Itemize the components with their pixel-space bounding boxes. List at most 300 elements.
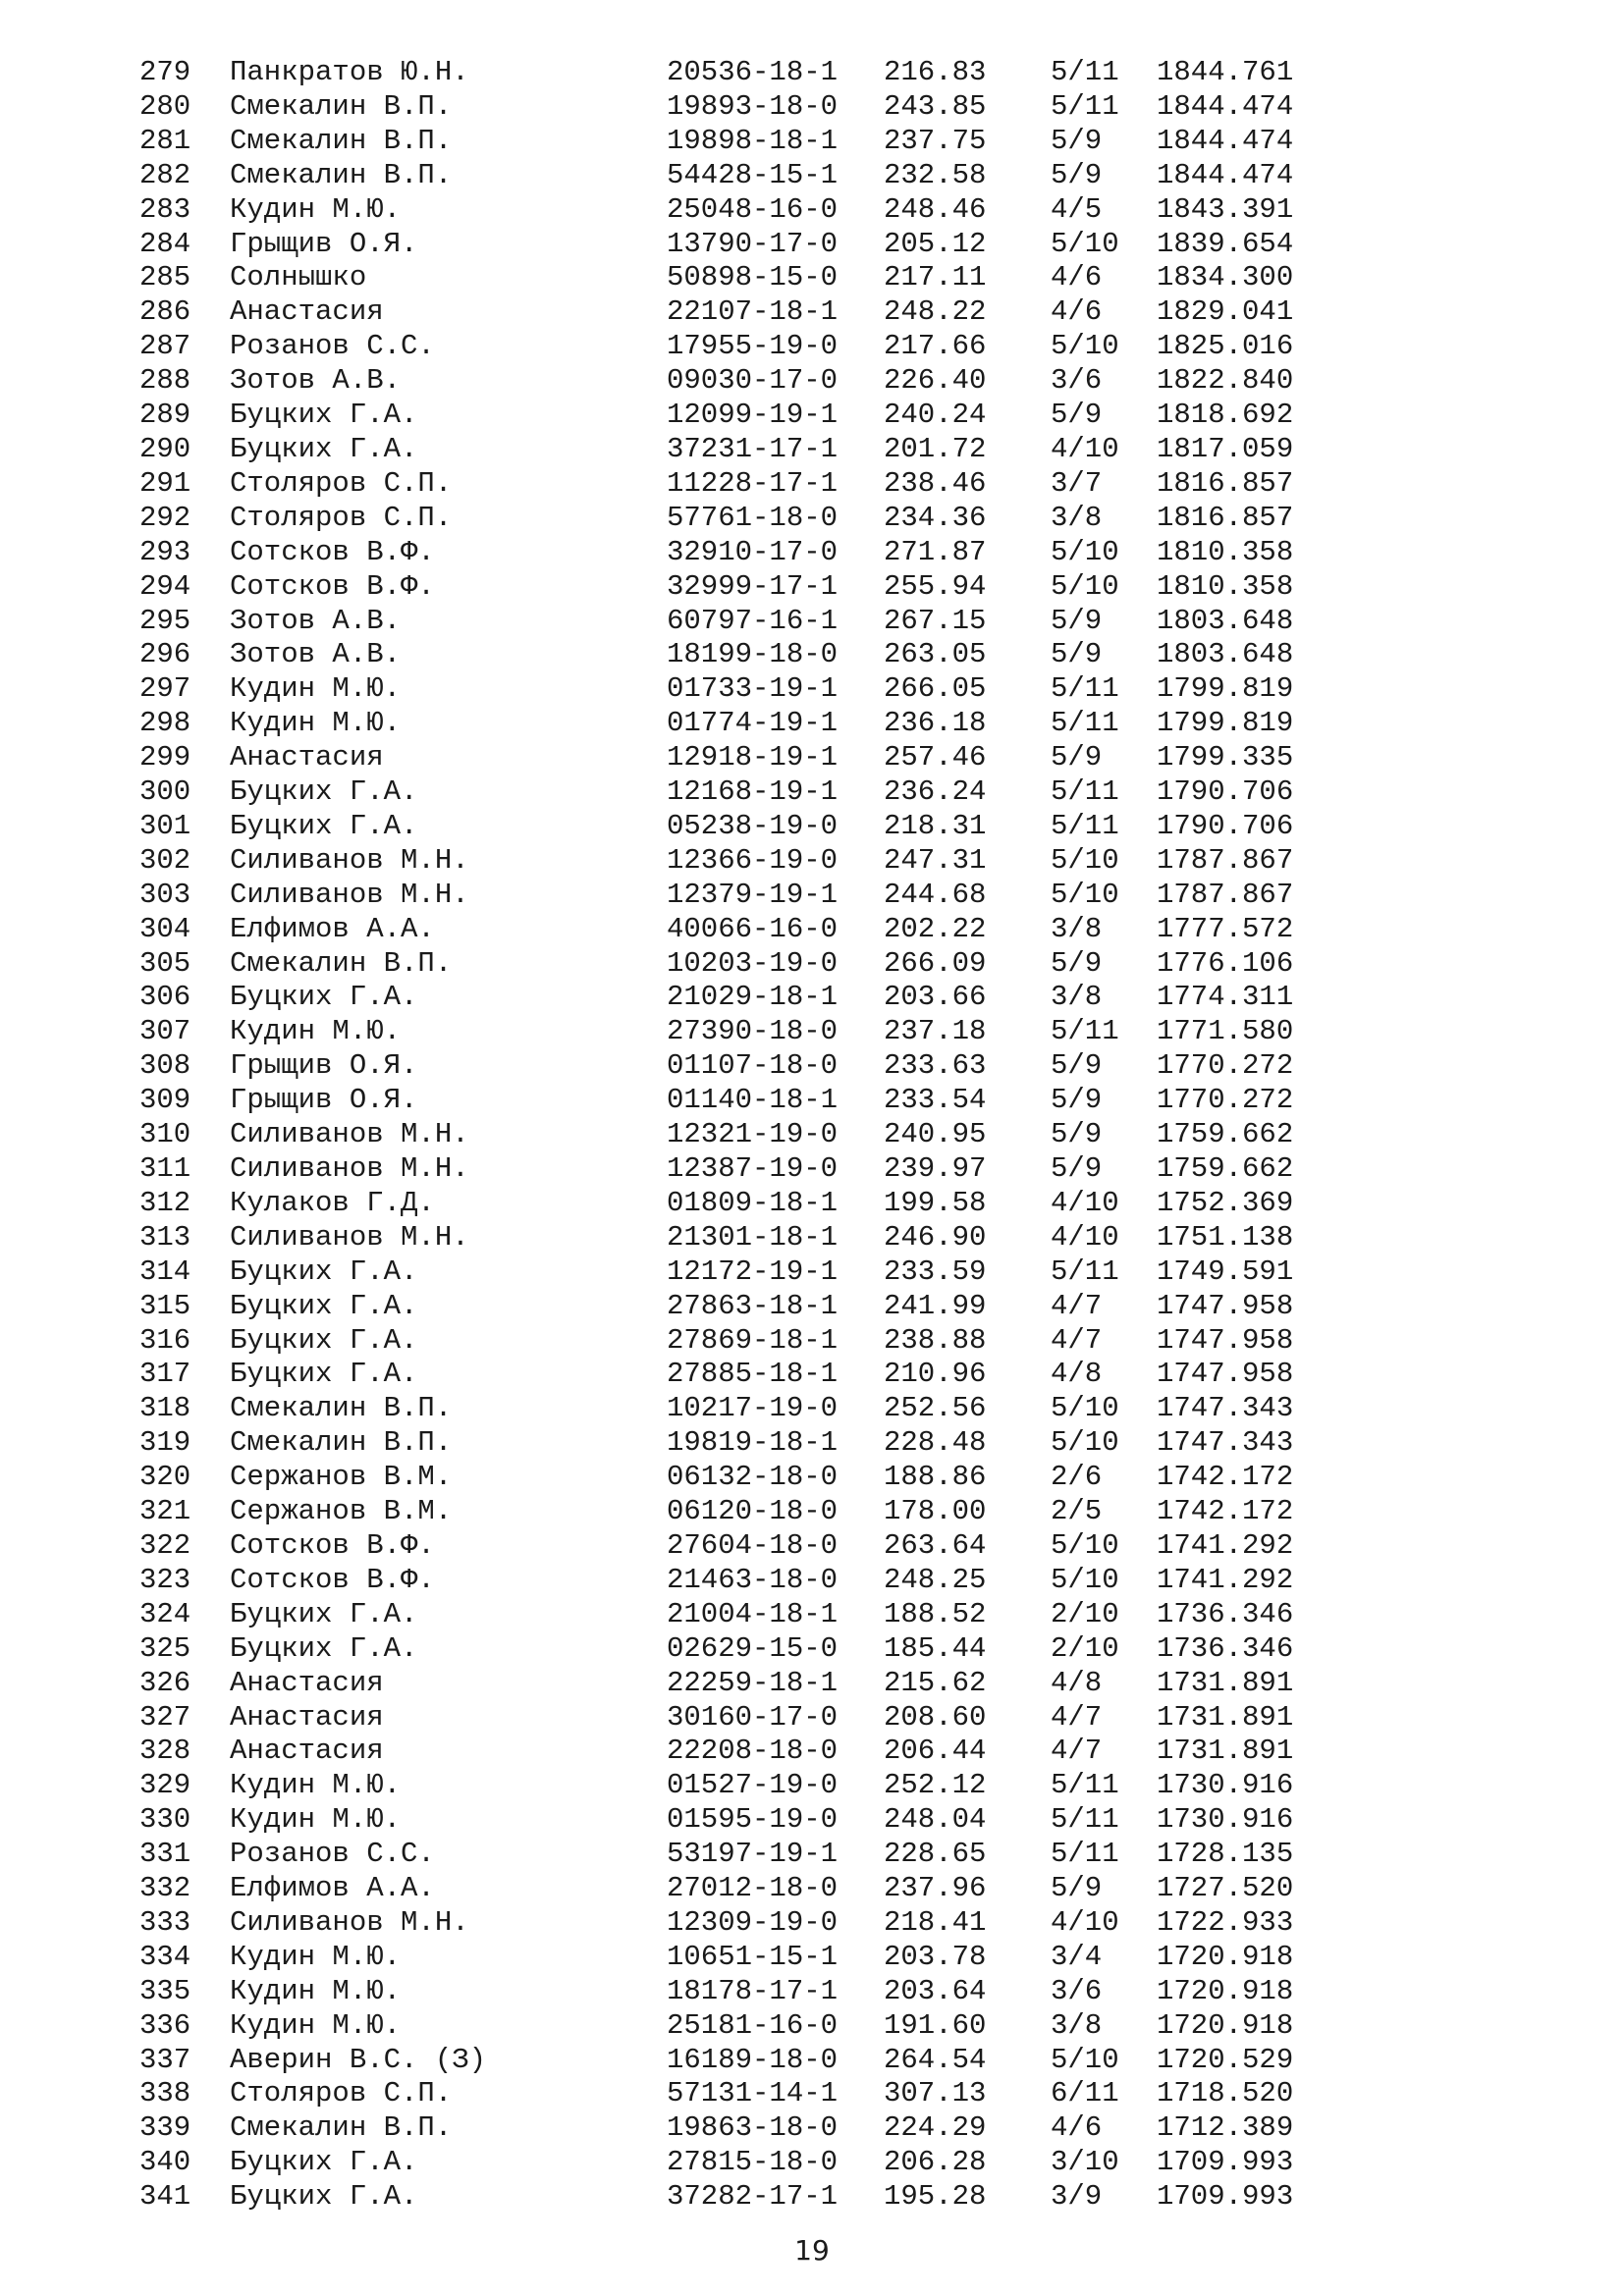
table-row — [139, 1152, 1314, 1187]
ratio-cell: 5/11 — [1051, 809, 1119, 842]
ratio-cell: 3/4 — [1051, 1940, 1103, 1973]
score-cell: 1799.819 — [1157, 707, 1294, 740]
record-code-cell: 32910-17-0 — [667, 535, 839, 568]
ratio-cell: 5/11 — [1051, 1769, 1119, 1802]
ratio-cell: 4/6 — [1051, 295, 1103, 329]
record-code-cell: 60797-16-1 — [667, 604, 839, 637]
score-cell: 1829.041 — [1157, 295, 1294, 329]
score-cell: 1770.272 — [1157, 1049, 1294, 1083]
results-table — [139, 56, 1314, 2215]
score-cell: 1741.292 — [1157, 1563, 1294, 1596]
score-cell: 1816.857 — [1157, 466, 1294, 500]
score-cell: 1712.389 — [1157, 2111, 1294, 2145]
owner-name-cell: Кудин М.Ю. — [230, 1974, 402, 2007]
row-number-cell: 340 — [139, 2146, 191, 2179]
owner-name-cell: Сержанов В.М. — [230, 1495, 453, 1528]
record-code-cell: 05238-19-0 — [667, 809, 839, 842]
owner-name-cell: Сотсков В.Ф. — [230, 1528, 435, 1562]
row-number-cell: 320 — [139, 1461, 191, 1494]
record-code-cell: 27869-18-1 — [667, 1323, 839, 1357]
row-number-cell: 287 — [139, 330, 191, 363]
table-row — [139, 2111, 1314, 2146]
table-row — [139, 913, 1314, 947]
value-cell: 206.44 — [884, 1735, 987, 1768]
score-cell: 1803.648 — [1157, 604, 1294, 637]
record-code-cell: 13790-17-0 — [667, 227, 839, 260]
record-code-cell: 10203-19-0 — [667, 946, 839, 980]
score-cell: 1720.918 — [1157, 2008, 1294, 2042]
record-code-cell: 22107-18-1 — [667, 295, 839, 329]
row-number-cell: 328 — [139, 1735, 191, 1768]
owner-name-cell: Буцких Г.А. — [230, 809, 418, 842]
value-cell: 232.58 — [884, 158, 987, 191]
ratio-cell: 5/9 — [1051, 124, 1103, 157]
ratio-cell: 4/10 — [1051, 432, 1119, 465]
ratio-cell: 5/11 — [1051, 89, 1119, 123]
row-number-cell: 280 — [139, 89, 191, 123]
row-number-cell: 316 — [139, 1323, 191, 1357]
owner-name-cell: Смекалин В.П. — [230, 124, 453, 157]
owner-name-cell: Кудин М.Ю. — [230, 707, 402, 740]
score-cell: 1747.343 — [1157, 1392, 1294, 1425]
record-code-cell: 19863-18-0 — [667, 2111, 839, 2145]
ratio-cell: 5/9 — [1051, 604, 1103, 637]
owner-name-cell: Панкратов Ю.Н. — [230, 56, 469, 88]
score-cell: 1731.891 — [1157, 1735, 1294, 1768]
owner-name-cell: Зотов А.В. — [230, 364, 402, 398]
score-cell: 1787.867 — [1157, 878, 1294, 911]
table-row — [139, 1392, 1314, 1426]
record-code-cell: 02629-15-0 — [667, 1631, 839, 1665]
table-row — [139, 536, 1314, 570]
owner-name-cell: Силиванов М.Н. — [230, 843, 469, 877]
record-code-cell: 12321-19-0 — [667, 1118, 839, 1151]
table-row — [139, 1084, 1314, 1118]
row-number-cell: 339 — [139, 2111, 191, 2145]
table-row — [139, 502, 1314, 536]
row-number-cell: 326 — [139, 1666, 191, 1699]
score-cell: 1810.358 — [1157, 569, 1294, 603]
table-row — [139, 1290, 1314, 1324]
score-cell: 1771.580 — [1157, 1015, 1294, 1048]
table-row — [139, 261, 1314, 295]
row-number-cell: 283 — [139, 192, 191, 226]
value-cell: 203.64 — [884, 1974, 987, 2007]
owner-name-cell: Грыщив О.Я. — [230, 1084, 418, 1117]
table-row — [139, 193, 1314, 228]
record-code-cell: 22259-18-1 — [667, 1666, 839, 1699]
value-cell: 218.41 — [884, 1905, 987, 1939]
owner-name-cell: Грыщив О.Я. — [230, 1049, 418, 1083]
table-row — [139, 364, 1314, 399]
value-cell: 208.60 — [884, 1700, 987, 1734]
record-code-cell: 54428-15-1 — [667, 158, 839, 191]
row-number-cell: 309 — [139, 1084, 191, 1117]
value-cell: 216.83 — [884, 56, 987, 88]
ratio-cell: 5/10 — [1051, 1528, 1119, 1562]
record-code-cell: 27012-18-0 — [667, 1872, 839, 1905]
row-number-cell: 310 — [139, 1118, 191, 1151]
row-number-cell: 296 — [139, 638, 191, 671]
table-row — [139, 1838, 1314, 1872]
row-number-cell: 290 — [139, 432, 191, 465]
ratio-cell: 5/11 — [1051, 1015, 1119, 1048]
row-number-cell: 313 — [139, 1220, 191, 1254]
record-code-cell: 19898-18-1 — [667, 124, 839, 157]
owner-name-cell: Силиванов М.Н. — [230, 1905, 469, 1939]
table-row — [139, 1324, 1314, 1359]
row-number-cell: 334 — [139, 1940, 191, 1973]
owner-name-cell: Елфимов А.А. — [230, 1872, 435, 1905]
value-cell: 248.22 — [884, 295, 987, 329]
owner-name-cell: Анастасия — [230, 1700, 384, 1734]
table-row — [139, 433, 1314, 467]
score-cell: 1709.993 — [1157, 2180, 1294, 2214]
ratio-cell: 5/10 — [1051, 878, 1119, 911]
row-number-cell: 332 — [139, 1872, 191, 1905]
owner-name-cell: Силиванов М.Н. — [230, 878, 469, 911]
record-code-cell: 01595-19-0 — [667, 1803, 839, 1837]
results-table-body — [139, 56, 1314, 2215]
table-row — [139, 981, 1314, 1015]
value-cell: 226.40 — [884, 364, 987, 398]
row-number-cell: 308 — [139, 1049, 191, 1083]
ratio-cell: 5/10 — [1051, 1392, 1119, 1425]
row-number-cell: 293 — [139, 535, 191, 568]
score-cell: 1843.391 — [1157, 192, 1294, 226]
ratio-cell: 4/7 — [1051, 1735, 1103, 1768]
score-cell: 1774.311 — [1157, 981, 1294, 1014]
record-code-cell: 30160-17-0 — [667, 1700, 839, 1734]
value-cell: 234.36 — [884, 501, 987, 534]
table-row — [139, 1803, 1314, 1838]
record-code-cell: 32999-17-1 — [667, 569, 839, 603]
row-number-cell: 323 — [139, 1563, 191, 1596]
table-row — [139, 1426, 1314, 1461]
table-row — [139, 1358, 1314, 1392]
score-cell: 1759.662 — [1157, 1118, 1294, 1151]
table-row — [139, 707, 1314, 741]
value-cell: 228.48 — [884, 1426, 987, 1460]
ratio-cell: 4/10 — [1051, 1905, 1119, 1939]
ratio-cell: 3/8 — [1051, 2008, 1103, 2042]
value-cell: 217.11 — [884, 261, 987, 294]
score-cell: 1751.138 — [1157, 1220, 1294, 1254]
row-number-cell: 288 — [139, 364, 191, 398]
ratio-cell: 3/6 — [1051, 1974, 1103, 2007]
owner-name-cell: Сержанов В.М. — [230, 1461, 453, 1494]
owner-name-cell: Смекалин В.П. — [230, 1392, 453, 1425]
ratio-cell: 5/11 — [1051, 707, 1119, 740]
table-row — [139, 2009, 1314, 2044]
value-cell: 236.24 — [884, 775, 987, 809]
value-cell: 238.88 — [884, 1323, 987, 1357]
record-code-cell: 09030-17-0 — [667, 364, 839, 398]
owner-name-cell: Столяров С.П. — [230, 466, 453, 500]
row-number-cell: 337 — [139, 2043, 191, 2076]
row-number-cell: 301 — [139, 809, 191, 842]
value-cell: 217.66 — [884, 330, 987, 363]
row-number-cell: 299 — [139, 741, 191, 774]
table-row — [139, 1187, 1314, 1221]
record-code-cell: 22208-18-0 — [667, 1735, 839, 1768]
record-code-cell: 01107-18-0 — [667, 1049, 839, 1083]
ratio-cell: 2/10 — [1051, 1631, 1119, 1665]
record-code-cell: 12366-19-0 — [667, 843, 839, 877]
table-row — [139, 1872, 1314, 1906]
owner-name-cell: Столяров С.П. — [230, 2077, 453, 2110]
record-code-cell: 21463-18-0 — [667, 1563, 839, 1596]
row-number-cell: 294 — [139, 569, 191, 603]
value-cell: 243.85 — [884, 89, 987, 123]
row-number-cell: 327 — [139, 1700, 191, 1734]
row-number-cell: 302 — [139, 843, 191, 877]
record-code-cell: 06120-18-0 — [667, 1495, 839, 1528]
ratio-cell: 5/10 — [1051, 1426, 1119, 1460]
table-row — [139, 810, 1314, 844]
score-cell: 1730.916 — [1157, 1769, 1294, 1802]
score-cell: 1731.891 — [1157, 1700, 1294, 1734]
value-cell: 248.04 — [884, 1803, 987, 1837]
table-row — [139, 1667, 1314, 1701]
owner-name-cell: Кудин М.Ю. — [230, 1803, 402, 1837]
score-cell: 1736.346 — [1157, 1631, 1294, 1665]
score-cell: 1844.761 — [1157, 56, 1294, 88]
table-row — [139, 1118, 1314, 1152]
score-cell: 1747.958 — [1157, 1289, 1294, 1322]
row-number-cell: 336 — [139, 2008, 191, 2042]
table-row — [139, 1941, 1314, 1975]
value-cell: 264.54 — [884, 2043, 987, 2076]
value-cell: 257.46 — [884, 741, 987, 774]
value-cell: 255.94 — [884, 569, 987, 603]
score-cell: 1834.300 — [1157, 261, 1294, 294]
score-cell: 1777.572 — [1157, 912, 1294, 945]
ratio-cell: 5/10 — [1051, 535, 1119, 568]
row-number-cell: 305 — [139, 946, 191, 980]
record-code-cell: 19819-18-1 — [667, 1426, 839, 1460]
record-code-cell: 01809-18-1 — [667, 1186, 839, 1219]
record-code-cell: 01733-19-1 — [667, 672, 839, 706]
score-cell: 1709.993 — [1157, 2146, 1294, 2179]
row-number-cell: 291 — [139, 466, 191, 500]
record-code-cell: 27863-18-1 — [667, 1289, 839, 1322]
ratio-cell: 5/9 — [1051, 1152, 1103, 1185]
owner-name-cell: Буцких Г.А. — [230, 981, 418, 1014]
row-number-cell: 319 — [139, 1426, 191, 1460]
value-cell: 239.97 — [884, 1152, 987, 1185]
ratio-cell: 5/10 — [1051, 227, 1119, 260]
owner-name-cell: Буцких Г.А. — [230, 1289, 418, 1322]
record-code-cell: 53197-19-1 — [667, 1838, 839, 1871]
record-code-cell: 12918-19-1 — [667, 741, 839, 774]
table-row — [139, 1598, 1314, 1632]
value-cell: 237.96 — [884, 1872, 987, 1905]
table-row — [139, 228, 1314, 262]
owner-name-cell: Силиванов М.Н. — [230, 1118, 469, 1151]
value-cell: 263.64 — [884, 1528, 987, 1562]
record-code-cell: 12379-19-1 — [667, 878, 839, 911]
record-code-cell: 01527-19-0 — [667, 1769, 839, 1802]
ratio-cell: 3/10 — [1051, 2146, 1119, 2179]
ratio-cell: 5/11 — [1051, 1838, 1119, 1871]
row-number-cell: 307 — [139, 1015, 191, 1048]
row-number-cell: 317 — [139, 1358, 191, 1391]
value-cell: 236.18 — [884, 707, 987, 740]
row-number-cell: 300 — [139, 775, 191, 809]
value-cell: 263.05 — [884, 638, 987, 671]
row-number-cell: 284 — [139, 227, 191, 260]
table-row — [139, 2146, 1314, 2180]
record-code-cell: 21004-18-1 — [667, 1597, 839, 1630]
ratio-cell: 5/9 — [1051, 399, 1103, 432]
owner-name-cell: Зотов А.В. — [230, 638, 402, 671]
value-cell: 233.54 — [884, 1084, 987, 1117]
row-number-cell: 289 — [139, 399, 191, 432]
row-number-cell: 333 — [139, 1905, 191, 1939]
score-cell: 1844.474 — [1157, 158, 1294, 191]
score-cell: 1752.369 — [1157, 1186, 1294, 1219]
row-number-cell: 315 — [139, 1289, 191, 1322]
row-number-cell: 325 — [139, 1631, 191, 1665]
ratio-cell: 5/10 — [1051, 569, 1119, 603]
ratio-cell: 4/7 — [1051, 1289, 1103, 1322]
owner-name-cell: Буцких Г.А. — [230, 1358, 418, 1391]
value-cell: 205.12 — [884, 227, 987, 260]
row-number-cell: 321 — [139, 1495, 191, 1528]
record-code-cell: 27885-18-1 — [667, 1358, 839, 1391]
ratio-cell: 5/9 — [1051, 1872, 1103, 1905]
record-code-cell: 16189-18-0 — [667, 2043, 839, 2076]
value-cell: 233.59 — [884, 1255, 987, 1288]
owner-name-cell: Смекалин В.П. — [230, 158, 453, 191]
ratio-cell: 4/6 — [1051, 261, 1103, 294]
table-row — [139, 330, 1314, 364]
record-code-cell: 06132-18-0 — [667, 1461, 839, 1494]
ratio-cell: 3/9 — [1051, 2180, 1103, 2214]
score-cell: 1787.867 — [1157, 843, 1294, 877]
score-cell: 1844.474 — [1157, 124, 1294, 157]
owner-name-cell: Смекалин В.П. — [230, 89, 453, 123]
ratio-cell: 5/9 — [1051, 946, 1103, 980]
table-row — [139, 2077, 1314, 2111]
table-row — [139, 125, 1314, 159]
value-cell: 228.65 — [884, 1838, 987, 1871]
ratio-cell: 2/10 — [1051, 1597, 1119, 1630]
score-cell: 1718.520 — [1157, 2077, 1294, 2110]
record-code-cell: 12099-19-1 — [667, 399, 839, 432]
owner-name-cell: Аверин В.С. (З) — [230, 2043, 487, 2076]
record-code-cell: 12172-19-1 — [667, 1255, 839, 1288]
owner-name-cell: Елфимов А.А. — [230, 912, 435, 945]
value-cell: 203.66 — [884, 981, 987, 1014]
record-code-cell: 21301-18-1 — [667, 1220, 839, 1254]
record-code-cell: 27604-18-0 — [667, 1528, 839, 1562]
ratio-cell: 4/7 — [1051, 1323, 1103, 1357]
value-cell: 206.28 — [884, 2146, 987, 2179]
value-cell: 267.15 — [884, 604, 987, 637]
row-number-cell: 338 — [139, 2077, 191, 2110]
score-cell: 1799.335 — [1157, 741, 1294, 774]
owner-name-cell: Буцких Г.А. — [230, 1255, 418, 1288]
owner-name-cell: Зотов А.В. — [230, 604, 402, 637]
row-number-cell: 329 — [139, 1769, 191, 1802]
row-number-cell: 292 — [139, 501, 191, 534]
owner-name-cell: Анастасия — [230, 295, 384, 329]
row-number-cell: 335 — [139, 1974, 191, 2007]
value-cell: 266.05 — [884, 672, 987, 706]
ratio-cell: 4/6 — [1051, 2111, 1103, 2145]
value-cell: 191.60 — [884, 2008, 987, 2042]
row-number-cell: 306 — [139, 981, 191, 1014]
record-code-cell: 10651-15-1 — [667, 1940, 839, 1973]
row-number-cell: 331 — [139, 1838, 191, 1871]
row-number-cell: 279 — [139, 56, 191, 88]
score-cell: 1844.474 — [1157, 89, 1294, 123]
ratio-cell: 5/10 — [1051, 1563, 1119, 1596]
table-row — [139, 1495, 1314, 1529]
value-cell: 307.13 — [884, 2077, 987, 2110]
table-row — [139, 1769, 1314, 1803]
record-code-cell: 01140-18-1 — [667, 1084, 839, 1117]
score-cell: 1720.918 — [1157, 1974, 1294, 2007]
owner-name-cell: Сотсков В.Ф. — [230, 535, 435, 568]
value-cell: 195.28 — [884, 2180, 987, 2214]
value-cell: 252.12 — [884, 1769, 987, 1802]
row-number-cell: 298 — [139, 707, 191, 740]
record-code-cell: 18199-18-0 — [667, 638, 839, 671]
table-row — [139, 741, 1314, 775]
value-cell: 237.18 — [884, 1015, 987, 1048]
table-row — [139, 2044, 1314, 2078]
row-number-cell: 318 — [139, 1392, 191, 1425]
owner-name-cell: Буцких Г.А. — [230, 2180, 418, 2214]
value-cell: 202.22 — [884, 912, 987, 945]
record-code-cell: 37282-17-1 — [667, 2180, 839, 2214]
owner-name-cell: Розанов С.С. — [230, 330, 435, 363]
owner-name-cell: Буцких Г.А. — [230, 1323, 418, 1357]
value-cell: 178.00 — [884, 1495, 987, 1528]
row-number-cell: 304 — [139, 912, 191, 945]
value-cell: 241.99 — [884, 1289, 987, 1322]
row-number-cell: 281 — [139, 124, 191, 157]
row-number-cell: 330 — [139, 1803, 191, 1837]
table-row — [139, 947, 1314, 982]
ratio-cell: 4/10 — [1051, 1220, 1119, 1254]
owner-name-cell: Кудин М.Ю. — [230, 1940, 402, 1973]
score-cell: 1741.292 — [1157, 1528, 1294, 1562]
table-row — [139, 1461, 1314, 1495]
ratio-cell: 2/6 — [1051, 1461, 1103, 1494]
table-row — [139, 1701, 1314, 1735]
table-row — [139, 1906, 1314, 1941]
owner-name-cell: Кудин М.Ю. — [230, 672, 402, 706]
table-row — [139, 844, 1314, 879]
record-code-cell: 10217-19-0 — [667, 1392, 839, 1425]
record-code-cell: 27390-18-0 — [667, 1015, 839, 1048]
row-number-cell: 295 — [139, 604, 191, 637]
value-cell: 199.58 — [884, 1186, 987, 1219]
value-cell: 271.87 — [884, 535, 987, 568]
score-cell: 1803.648 — [1157, 638, 1294, 671]
ratio-cell: 4/8 — [1051, 1358, 1103, 1391]
record-code-cell: 37231-17-1 — [667, 432, 839, 465]
value-cell: 252.56 — [884, 1392, 987, 1425]
score-cell: 1759.662 — [1157, 1152, 1294, 1185]
record-code-cell: 12387-19-0 — [667, 1152, 839, 1185]
score-cell: 1730.916 — [1157, 1803, 1294, 1837]
score-cell: 1720.529 — [1157, 2043, 1294, 2076]
